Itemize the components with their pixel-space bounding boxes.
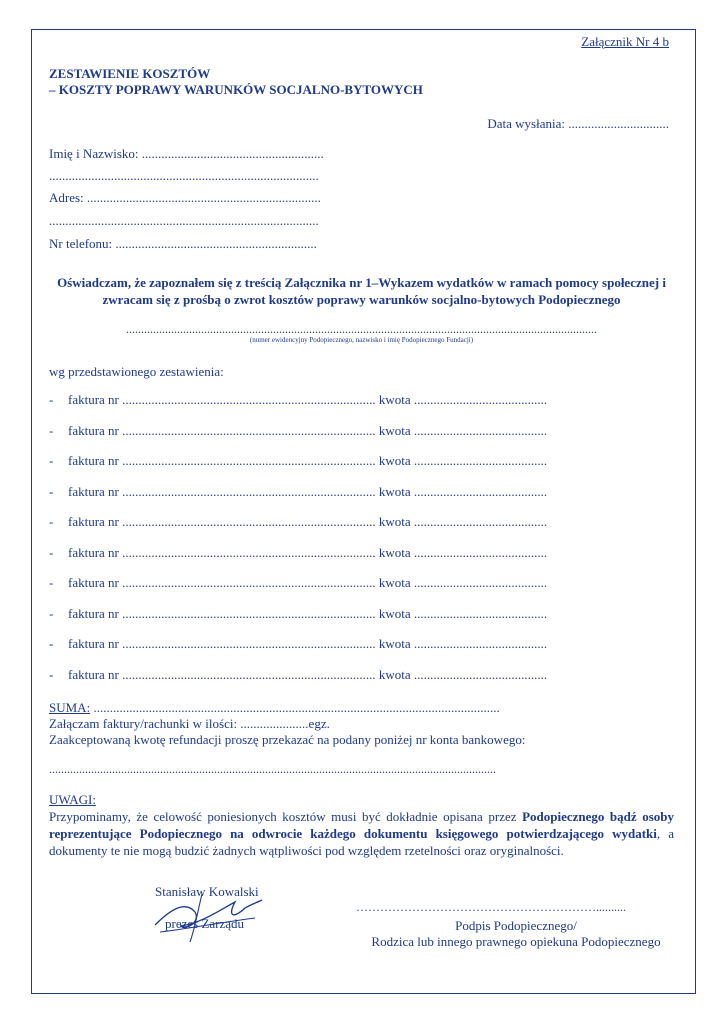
invoice-row-dash: - xyxy=(49,453,54,468)
invoice-row-text: faktura nr .............................................................................. kwota ......................................... xyxy=(68,514,548,529)
sum-dots: ............................................................................................................................. xyxy=(90,700,500,715)
notes-text-part2: , a dokumenty te nie mogą budzić żadnych wątpliwości pod względem rzetelności oraz oryginalności. xyxy=(49,826,674,858)
notes-text-emphasis: Podopiecznego bądź osoby reprezentujące Podopiecznego na odwrocie każdego dokumentu księgowego potwierdzającego wydatki xyxy=(49,809,675,841)
invoice-row-text: faktura nr .............................................................................. kwota ......................................... xyxy=(68,422,548,438)
handwritten-signature xyxy=(140,880,270,950)
invoice-row xyxy=(49,667,547,683)
invoice-row-text: faktura nr .............................................................................. kwota ......................................... xyxy=(68,666,548,682)
invoice-row-dash: - xyxy=(49,544,54,560)
beneficiary-id-line: ............................................................................................................................................................. xyxy=(126,322,597,336)
invoice-row-dash: - xyxy=(49,483,54,499)
document-subtitle: – KOSZTY POPRAWY WARUNKÓW SOCJALNO-BYTOWYCH xyxy=(49,82,423,97)
invoice-row xyxy=(49,423,547,439)
name-field: Imię i Nazwisko: ........................................................ xyxy=(49,146,324,161)
invoice-row-text: faktura nr .............................................................................. kwota ......................................... xyxy=(68,575,548,590)
sum-line xyxy=(49,700,500,716)
president-name: Stanisław Kowalski xyxy=(155,884,259,899)
refund-request-text: Zaakceptowaną kwotę refundacji proszę przekazać na podany poniżej nr konta bankowego: xyxy=(49,732,526,747)
notes-text-part1: Przypominamy, że celowość poniesionych kosztów musi być dokładnie opisana przez xyxy=(49,809,523,824)
invoice-row-dash: - xyxy=(49,605,54,621)
attachment-number: Załącznik Nr 4 b xyxy=(581,34,669,49)
invoice-row-text: faktura nr .............................................................................. kwota ......................................... xyxy=(68,636,548,651)
address-field-continuation: ................................................................................... xyxy=(49,213,319,228)
invoice-row-dash: - xyxy=(49,392,54,407)
invoice-row xyxy=(49,453,547,469)
name-field-continuation: ................................................................................... xyxy=(49,168,319,183)
notes-heading: UWAGI: xyxy=(49,792,96,807)
notes-text xyxy=(49,808,674,859)
sum-label: SUMA: xyxy=(49,700,91,715)
invoice-row-dash: - xyxy=(49,422,54,438)
invoice-row xyxy=(49,484,547,500)
declaration-text: Oświadczam, że zapoznałem się z treścią Załącznika nr 1–Wykazem wydatków w ramach pomocy społecznej i zwracam się z prośbą o zwrot kosztów poprawy warunków socjalno-bytowych Podopiecznego xyxy=(57,275,666,307)
invoice-row-text: faktura nr .............................................................................. kwota ......................................... xyxy=(68,453,548,468)
invoice-row-text: faktura nr .............................................................................. kwota ......................................... xyxy=(68,544,548,560)
invoice-row-dash: - xyxy=(49,575,54,590)
ward-signature-line: …………………………………………………….......... xyxy=(356,900,626,914)
invoice-row-dash: - xyxy=(49,666,54,682)
invoice-row-dash: - xyxy=(49,636,54,651)
invoice-row xyxy=(49,392,547,408)
invoice-row xyxy=(49,636,547,652)
invoice-row xyxy=(49,545,547,561)
guardian-signature-caption: Rodzica lub innego prawnego opiekuna Podopiecznego xyxy=(371,934,661,949)
attached-invoices-count: Załączam faktury/rachunki w ilości: .....................egz. xyxy=(49,716,330,731)
list-intro: wg przedstawionego zestawienia: xyxy=(49,364,224,379)
sent-date-field: Data wysłania: ............................... xyxy=(487,116,669,131)
president-role: prezes Zarządu xyxy=(165,916,245,931)
invoice-row-text: faktura nr .............................................................................. kwota ......................................... xyxy=(68,392,548,407)
invoice-row xyxy=(49,606,547,622)
invoice-row-text: faktura nr .............................................................................. kwota ......................................... xyxy=(68,605,548,621)
invoice-row xyxy=(49,575,547,591)
invoice-row-text: faktura nr .............................................................................. kwota ......................................... xyxy=(68,483,548,499)
bank-account-line: ..................................................................................................................................................... xyxy=(49,762,496,776)
invoice-row xyxy=(49,514,547,530)
invoice-row-dash: - xyxy=(49,514,54,529)
ward-signature-caption: Podpis Podopiecznego/ xyxy=(455,918,577,933)
address-field: Adres: ........................................................................ xyxy=(49,190,321,205)
beneficiary-id-caption: (numer ewidencyjny Podopiecznego, nazwisko i imię Podopiecznego Fundacji) xyxy=(249,336,474,344)
document-title: ZESTAWIENIE KOSZTÓW xyxy=(49,66,211,81)
phone-field: Nr telefonu: .............................................................. xyxy=(49,236,317,251)
